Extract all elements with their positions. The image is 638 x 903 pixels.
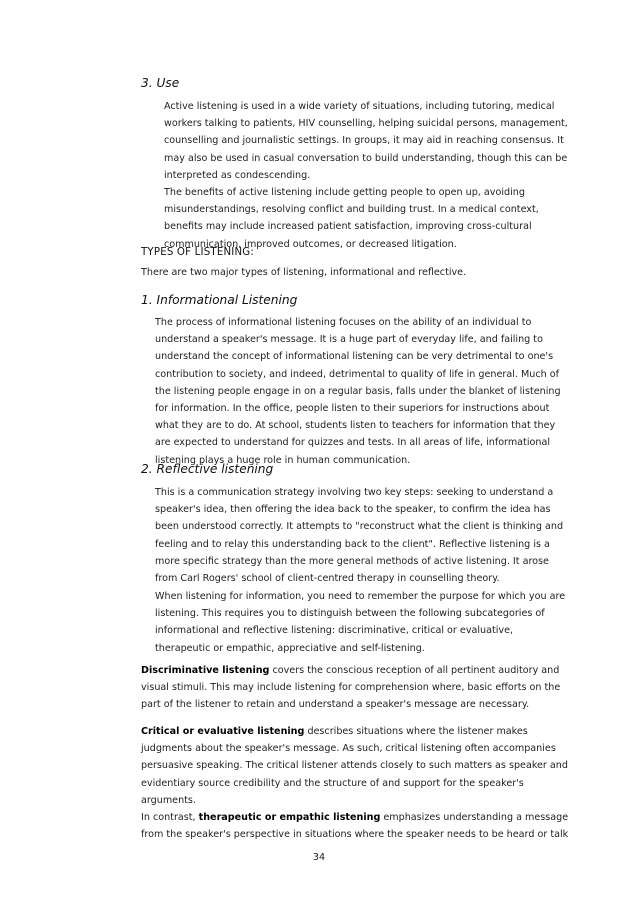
- discriminative-text: [141, 662, 571, 714]
- therapeutic-text: [141, 809, 571, 843]
- page-number: 34: [312, 852, 326, 863]
- section-heading-reflective: 2. Reflective listening: [141, 462, 274, 476]
- critical-text: [141, 723, 571, 809]
- informational-body: [155, 314, 568, 469]
- critical-description: describes situations where the listener makes judgments about the speaker's message. As such, critical listening often accompanies persuasive speaking. The critical listener attends closely to such matters as speaker and evidentiary source credibility and the structure of and support for the speaker's arguments.: [141, 726, 568, 806]
- use-section-body: [164, 98, 568, 253]
- therapeutic-description: emphasizes understanding a message from the speaker's perspective in situations where the speaker needs to be heard or talk: [141, 812, 569, 841]
- reflective-paragraph-1: This is a communication strategy involving two key steps: seeking to understand a speaker's idea, then offering the idea back to the speaker, to confirm the idea has been understood correctly. It attempts to "reconstruct what the client is thinking and feeling and to relay this understanding back to the client". Reflective listening is a more specific strategy than the more general methods of active listening. It arose from Carl Rogers' school of client-centred therapy in counselling theory.: [155, 487, 564, 585]
- discriminative-listening-paragraph: [141, 662, 571, 714]
- critical-listening-paragraph: [141, 723, 571, 843]
- section-heading-use: 3. Use: [141, 76, 180, 90]
- section-heading-informational: 1. Informational Listening: [141, 293, 298, 307]
- discriminative-term: Discriminative listening: [141, 665, 270, 676]
- use-paragraph-2: The benefits of active listening include getting people to open up, avoiding misunderstandings, resolving conflict and building trust. In a medical context, benefits may include increased patient satisfaction, improving cross-cultural communication, improved outcomes, or decreased litigation.: [164, 187, 539, 250]
- types-intro-text: There are two major types of listening, informational and reflective.: [141, 267, 467, 278]
- use-paragraph-1: Active listening is used in a wide variety of situations, including tutoring, medical workers talking to patients, HIV counselling, helping suicidal persons, management, counselling and journalistic settings. In groups, it may aid in reaching consensus. It may also be used in casual conversation to build understanding, though this can be interpreted as condescending.: [164, 101, 568, 181]
- critical-term: Critical or evaluative listening: [141, 726, 305, 737]
- discriminative-description: covers the conscious reception of all pertinent auditory and visual stimuli. This may include listening for comprehension where, basic efforts on the part of the listener to retain and understand a speaker's message are necessary.: [141, 665, 561, 711]
- reflective-body-2: [155, 588, 569, 657]
- therapeutic-lead: In contrast,: [141, 812, 199, 824]
- informational-paragraph: The process of informational listening focuses on the ability of an individual to understand a speaker's message. It is a huge part of everyday life, and failing to understand the concept of informational listening can be very detrimental to one's contribution to society, and indeed, detrimental to quality of life in general. Much of the listening people engage in on a regular basis, falls under the blanket of listening for information. In the office, people listen to their superiors for instructions about what they are to do. At school, students listen to teachers for information that they are expected to understand for quizzes and tests. In all areas of life, informational listening plays a huge role in human communication.: [155, 317, 561, 466]
- reflective-paragraph-2: When listening for information, you need to remember the purpose for which you are listening. This requires you to distinguish between the following subcategories of informational and reflective listening: discriminative, critical or evaluative, therapeutic or empathic, appreciative and self-listening.: [155, 591, 566, 654]
- types-of-listening-heading: TYPES OF LISTENING:: [141, 247, 255, 258]
- types-intro: [141, 264, 571, 281]
- reflective-body-1: [155, 484, 569, 587]
- therapeutic-term: therapeutic or empathic listening: [198, 812, 381, 824]
